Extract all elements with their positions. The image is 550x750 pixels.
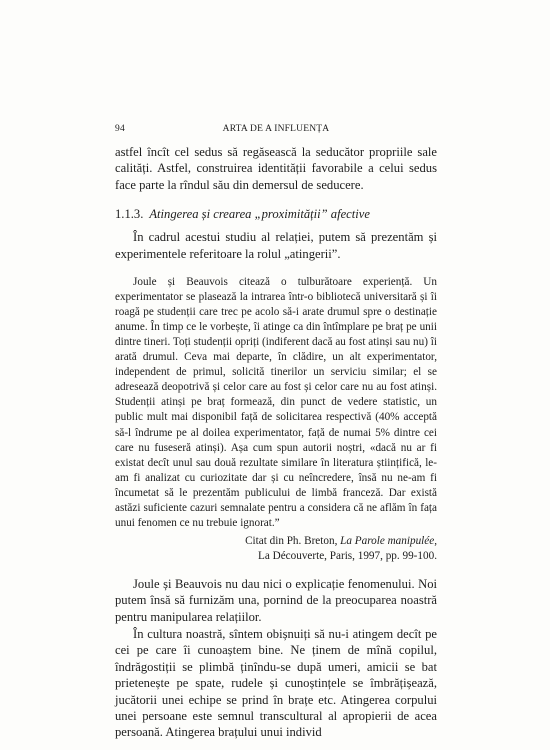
- citation-line-2: La Découverte, Paris, 1997, pp. 99-100.: [258, 549, 437, 562]
- section-heading: [115, 206, 437, 222]
- running-title: ARTA DE A INFLUENȚA: [222, 124, 330, 134]
- citation-work-title: La Parole manipulée: [340, 534, 435, 547]
- intro-paragraph: În cadrul acestui studiu al relației, putem să prezentăm și experimentele referitoare la rolul „atingerii”.: [115, 230, 437, 261]
- block-quote: Joule și Beauvois citează o tulburătoare experiență. Un experimentator se plasează la intrarea într-o bibliotecă universitară și îi roagă pe studenții care trec pe acolo să-i arate drumul spre o destinație anume. În timp ce le vorbește, îi atinge ca din întîmplare pe braț pe unii dintre tineri. Toți studenții opriți (indiferent dacă au fost atinși sau nu) îi arată drumul. Ceva mai departe, în clădire, un alt experimentator, independent de primul, solicită tinerilor un serviciu similar; el se adresează deopotrivă și celor care au fost și celor care nu au fost atinși. Studenții atinși pe braț formează, din punct de vedere statistic, un public mult mai disponibil față de solicitarea respectivă (40% acceptă să-l îndrume pe al doilea experimentator, față de numai 5% dintre cei care nu fuseseră atinși). Așa cum spun autorii noștri, «dacă nu ar fi existat decît unul sau două rezultate similare în literatura științifică, le-am fi analizat cu curiozitate dar și cu neîncredere, însă nu ne-am fi încumetat să le prezentăm publicului de limbă franceză. Dar există astăzi suficiente cazuri semnalate pentru a considera că ne aflăm în fața unui fenomen ce nu trebuie ignorat.”: [115, 276, 437, 529]
- section-number: 1.1.3.: [115, 207, 144, 222]
- running-header: [115, 124, 437, 138]
- paragraph-after-quote: Joule și Beauvois nu dau nici o explicație fenomenului. Noi putem însă să furnizăm una, pornind de la preocuparea noastră pentru manipularea relațiilor.: [115, 576, 437, 624]
- citation: [115, 534, 437, 564]
- page-body: [115, 144, 437, 741]
- section-title: Atingerea și crearea „proximității” afective: [149, 207, 370, 222]
- page-number: 94: [115, 124, 125, 134]
- citation-prefix: Citat din Ph. Breton,: [245, 534, 341, 547]
- final-paragraph: În cultura noastră, sîntem obișnuiți să nu-i atingem decît pe cei pe care îi cunoaștem bine. Ne ținem de mînă copilul, îndrăgostiții se plimbă ținîndu-se după umeri, amicii se bat prietenește pe spate, rudele și cunoștințele se îmbrățișează, jucătorii unei echipe se prind în brațe etc. Atingerea corpului unei persoane este semnul transcultural al apropierii de acea persoană. Atingerea brațului unui individ: [115, 627, 437, 740]
- citation-line-1: [115, 534, 437, 549]
- lead-paragraph: astfel încît cel sedus să regăsească la seducător propriile sale calități. Astfel, construirea identității favorabile a celui sedus face parte la rîndul său din demersul de seducere.: [115, 145, 437, 192]
- citation-suffix: ,: [434, 534, 437, 547]
